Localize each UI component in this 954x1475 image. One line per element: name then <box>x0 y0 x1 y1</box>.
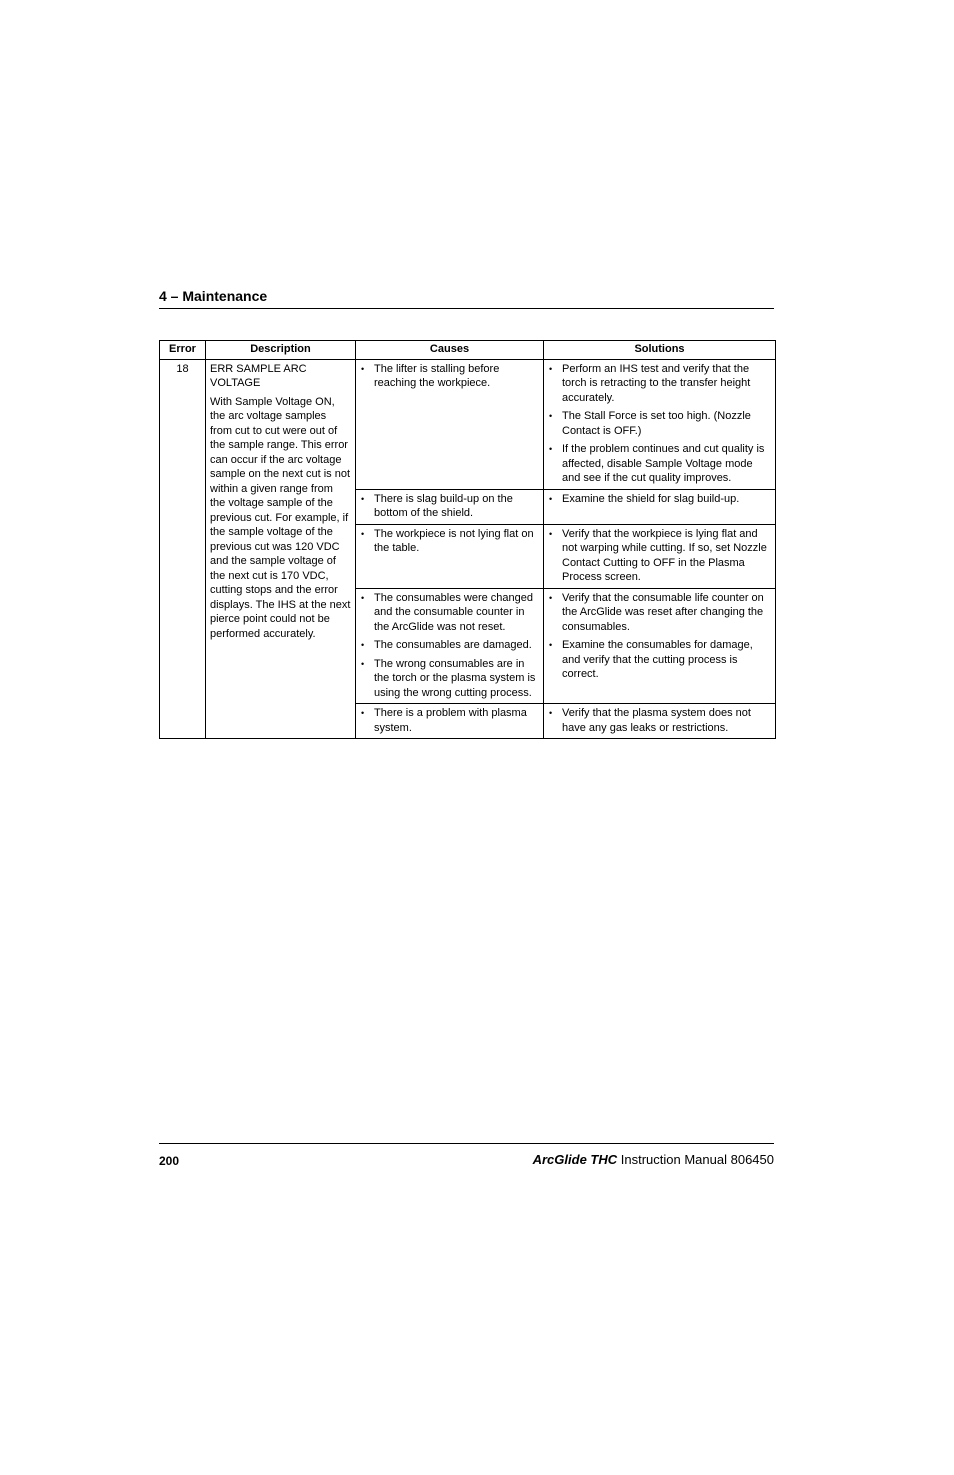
column-header-solutions: Solutions <box>544 341 776 360</box>
cause-item: • The workpiece is not lying flat on the table. <box>360 527 539 556</box>
column-header-error: Error <box>160 341 206 360</box>
cause-item: • The lifter is stalling before reaching the workpiece. <box>360 362 539 391</box>
causes-cell <box>356 359 544 489</box>
error-code: 18 <box>160 359 206 739</box>
solution-item: • If the problem continues and cut quality is affected, disable Sample Voltage mode and see if the cut quality improves. <box>548 442 771 486</box>
error-description <box>206 359 356 739</box>
error-table <box>159 340 776 739</box>
cause-item: • There is slag build-up on the bottom of the shield. <box>360 492 539 521</box>
solution-item: • Verify that the plasma system does not have any gas leaks or restrictions. <box>548 706 771 735</box>
table-header-row <box>160 341 776 360</box>
doc-title: Instruction Manual <box>620 1152 727 1167</box>
solution-item: • Verify that the workpiece is lying flat and not warping while cutting. If so, set Nozzle Contact Cutting to OFF in the Plasma Process screen. <box>548 527 771 585</box>
error-title: ERR SAMPLE ARC VOLTAGE <box>210 362 307 389</box>
doc-number: 806450 <box>730 1152 774 1167</box>
cause-item: • The wrong consumables are in the torch or the plasma system is using the wrong cutting process. <box>360 657 539 701</box>
column-header-description: Description <box>206 341 356 360</box>
solution-item: • The Stall Force is set too high. (Nozzle Contact is OFF.) <box>548 409 771 438</box>
solution-item: • Verify that the consumable life counter on the ArcGlide was reset after changing the consumables. <box>548 591 771 635</box>
section-header: 4 – Maintenance <box>159 288 268 304</box>
solution-item: • Examine the consumables for damage, and verify that the cutting process is correct. <box>548 638 771 682</box>
cause-item: • The consumables are damaged. <box>360 638 539 653</box>
cause-item: • The consumables were changed and the consumable counter in the ArcGlide was not reset. <box>360 591 539 635</box>
page-number: 200 <box>159 1154 180 1168</box>
solutions-cell <box>544 524 776 588</box>
solutions-cell <box>544 588 776 704</box>
causes-cell <box>356 704 544 739</box>
column-header-causes: Causes <box>356 341 544 360</box>
solutions-cell <box>544 489 776 524</box>
causes-cell <box>356 524 544 588</box>
cause-item: • There is a problem with plasma system. <box>360 706 539 735</box>
table-row <box>160 359 776 489</box>
solution-item: • Perform an IHS test and verify that the torch is retracting to the transfer height accurately. <box>548 362 771 406</box>
error-description-body: With Sample Voltage ON, the arc voltage samples from cut to cut were out of the sample range. This error can occur if the arc voltage sample on the next cut is not within a given range from the voltage sample of the previous cut. For example, if the sample voltage of the previous cut was 120 VDC and the sample voltage of the next cut is 170 VDC, cutting stops and the error displays. The IHS at the next pierce point could not be performed accurately. <box>210 395 351 640</box>
causes-cell <box>356 489 544 524</box>
footer-doc-info <box>533 1152 774 1167</box>
solution-item: • Examine the shield for slag build-up. <box>548 492 771 507</box>
causes-cell <box>356 588 544 704</box>
footer-rule <box>159 1143 774 1144</box>
product-name: ArcGlide THC <box>532 1152 618 1167</box>
solutions-cell <box>544 704 776 739</box>
solutions-cell <box>544 359 776 489</box>
header-rule <box>159 308 774 309</box>
